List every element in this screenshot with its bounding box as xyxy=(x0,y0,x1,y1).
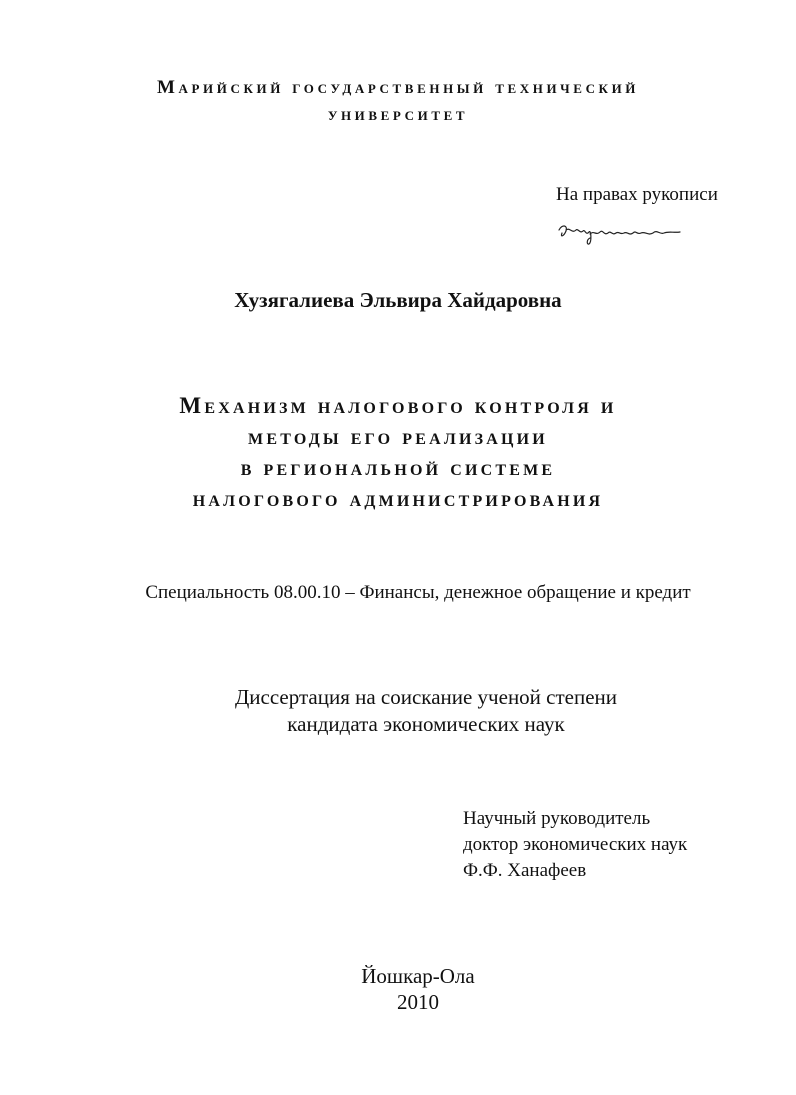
university-name-line-1: Марийский государственный технический xyxy=(156,77,640,98)
handwritten-signature xyxy=(556,218,682,248)
title-line-3: в региональной системе xyxy=(240,455,556,480)
degree-statement-line-2: кандидата экономических наук xyxy=(287,712,565,736)
title-line-4: налогового администрирования xyxy=(192,486,604,511)
university-name-line-2: университет xyxy=(327,104,469,125)
supervisor-role: Научный руководитель xyxy=(463,808,651,829)
place-and-year xyxy=(0,963,796,1015)
supervisor-degree: доктор экономических наук xyxy=(463,834,688,855)
year: 2010 xyxy=(397,990,439,1014)
author-name: Хузягалиева Эльвира Хайдаровна xyxy=(234,288,562,312)
degree-statement xyxy=(0,684,796,738)
supervisor-name: Ф.Ф. Ханафеев xyxy=(463,860,587,881)
manuscript-rights-label: На правах рукописи xyxy=(556,184,718,205)
title-line-1: Механизм налогового контроля и xyxy=(179,393,617,418)
degree-statement-line-1: Диссертация на соискание ученой степени xyxy=(234,685,618,709)
specialty-line: Специальность 08.00.10 – Финансы, денежное обращение и кредит xyxy=(145,582,691,603)
dissertation-title xyxy=(0,390,796,514)
city: Йошкар-Ола xyxy=(361,964,475,988)
university-name xyxy=(0,74,796,128)
supervisor-block xyxy=(463,806,687,884)
title-line-2: методы его реализации xyxy=(248,424,548,449)
